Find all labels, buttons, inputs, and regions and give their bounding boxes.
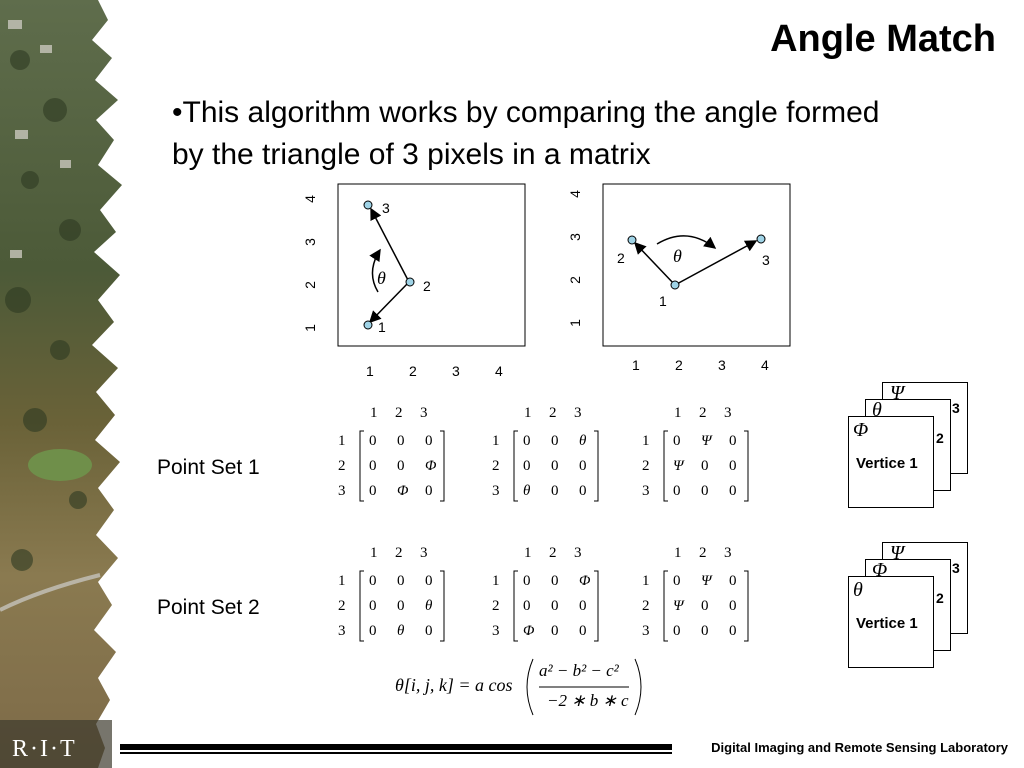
matrix-cell: 0 bbox=[523, 433, 531, 449]
point-3 bbox=[757, 235, 765, 243]
plot-right-canvas bbox=[565, 180, 795, 385]
page-symbol-front: θ bbox=[853, 579, 863, 601]
adjacency-matrix bbox=[490, 405, 610, 535]
x-tick: 2 bbox=[409, 363, 417, 379]
y-tick: 4 bbox=[566, 190, 583, 198]
matrix-row-header: 3 bbox=[642, 623, 650, 639]
x-tick: 3 bbox=[452, 363, 460, 379]
matrix-cell: 0 bbox=[397, 598, 405, 614]
footer-lab-name: Digital Imaging and Remote Sensing Laboratory bbox=[711, 740, 1008, 755]
angle-label: θ bbox=[377, 268, 386, 288]
matrix-row-header: 3 bbox=[642, 483, 650, 499]
slide-title: Angle Match bbox=[770, 18, 996, 60]
matrix-cell: 0 bbox=[397, 458, 405, 474]
matrix-cell: Φ bbox=[397, 483, 409, 499]
x-tick: 4 bbox=[761, 357, 769, 373]
page-symbol-front: Φ bbox=[853, 419, 869, 441]
matrix-row-header: 3 bbox=[338, 623, 346, 639]
matrix-cell: 0 bbox=[701, 458, 709, 474]
page-number-2: 2 bbox=[936, 590, 944, 606]
plot-left-canvas bbox=[300, 180, 530, 385]
matrix-col-header: 1 bbox=[524, 405, 532, 421]
bullet-line-1: •This algorithm works by comparing the angle formed bbox=[172, 96, 880, 129]
matrix-cell: 0 bbox=[673, 433, 681, 449]
vertice-label: Vertice 1 bbox=[856, 455, 918, 472]
page-symbol-back: Ψ bbox=[890, 382, 905, 404]
matrix-cell: 0 bbox=[729, 598, 737, 614]
page-symbol-mid: Φ bbox=[872, 559, 888, 581]
matrix-row-header: 2 bbox=[492, 458, 500, 474]
matrix-cell: 0 bbox=[523, 458, 531, 474]
matrix-cell: 0 bbox=[701, 623, 709, 639]
matrix-cell: θ bbox=[397, 623, 405, 639]
matrix-col-header: 1 bbox=[674, 405, 682, 421]
matrix-cell: 0 bbox=[701, 483, 709, 499]
matrix-brackets bbox=[490, 569, 610, 669]
matrix-brackets bbox=[336, 429, 456, 529]
matrix-col-header: 2 bbox=[699, 405, 707, 421]
matrix-cell: Φ bbox=[579, 573, 591, 589]
y-tick: 2 bbox=[566, 276, 583, 284]
matrix-cell: 0 bbox=[551, 433, 559, 449]
adjacency-matrix bbox=[640, 545, 760, 675]
point-label-1: 1 bbox=[378, 319, 386, 335]
x-tick: 4 bbox=[495, 363, 503, 379]
matrix-cell: 0 bbox=[397, 433, 405, 449]
point-3 bbox=[364, 201, 372, 209]
point-set-2-label: Point Set 2 bbox=[157, 596, 260, 619]
x-tick: 2 bbox=[675, 357, 683, 373]
adjacency-matrix bbox=[336, 545, 456, 675]
formula-numerator: a² − b² − c² bbox=[539, 661, 619, 680]
matrix-cell: 0 bbox=[579, 598, 587, 614]
page-symbol-back: Ψ bbox=[890, 542, 905, 564]
point-plot-left bbox=[300, 180, 530, 385]
matrix-col-header: 2 bbox=[699, 545, 707, 561]
point-label-1: 1 bbox=[659, 293, 667, 309]
matrix-cell: 0 bbox=[551, 623, 559, 639]
matrix-cell: 0 bbox=[673, 573, 681, 589]
matrix-cell: 0 bbox=[673, 483, 681, 499]
matrix-cell: 0 bbox=[701, 598, 709, 614]
matrix-cell: 0 bbox=[551, 458, 559, 474]
point-label-2: 2 bbox=[423, 278, 431, 294]
adjacency-matrix bbox=[490, 545, 610, 675]
matrix-cell: 0 bbox=[579, 483, 587, 499]
matrix-col-header: 3 bbox=[574, 405, 582, 421]
page-number-3: 3 bbox=[952, 560, 960, 576]
formula-lhs: θ[i, j, k] = a cos bbox=[395, 675, 513, 695]
matrix-cell: 0 bbox=[523, 598, 531, 614]
page-symbol-mid: θ bbox=[872, 399, 882, 421]
matrix-row-header: 2 bbox=[338, 458, 346, 474]
point-set-1-label: Point Set 1 bbox=[157, 456, 260, 479]
y-tick: 1 bbox=[566, 319, 583, 327]
matrix-cell: 0 bbox=[523, 573, 531, 589]
matrix-col-header: 3 bbox=[724, 405, 732, 421]
matrix-cell: 0 bbox=[729, 483, 737, 499]
point-2 bbox=[406, 278, 414, 286]
matrix-cell: 0 bbox=[425, 573, 433, 589]
matrix-cell: 0 bbox=[729, 458, 737, 474]
matrix-row-header: 1 bbox=[338, 433, 346, 449]
matrix-col-header: 1 bbox=[370, 545, 378, 561]
matrix-row-header: 1 bbox=[642, 573, 650, 589]
angle-formula bbox=[395, 657, 655, 717]
matrix-row-header: 3 bbox=[492, 483, 500, 499]
x-tick: 1 bbox=[632, 357, 640, 373]
matrix-row-header: 3 bbox=[338, 483, 346, 499]
point-label-3: 3 bbox=[382, 200, 390, 216]
point-1 bbox=[671, 281, 679, 289]
matrix-col-header: 3 bbox=[574, 545, 582, 561]
x-tick: 1 bbox=[366, 363, 374, 379]
rit-logo: R·I·T bbox=[12, 736, 77, 762]
matrix-row-header: 1 bbox=[338, 573, 346, 589]
matrix-row-header: 1 bbox=[642, 433, 650, 449]
matrix-cell: 0 bbox=[369, 433, 377, 449]
angle-label: θ bbox=[673, 246, 682, 266]
matrix-cell: 0 bbox=[551, 483, 559, 499]
adjacency-matrix bbox=[640, 405, 760, 535]
matrix-col-header: 2 bbox=[395, 545, 403, 561]
matrix-row-header: 1 bbox=[492, 433, 500, 449]
matrix-col-header: 3 bbox=[420, 405, 428, 421]
point-2 bbox=[628, 236, 636, 244]
matrix-cell: 0 bbox=[369, 573, 377, 589]
matrix-cell: θ bbox=[425, 598, 433, 614]
matrix-cell: 0 bbox=[425, 433, 433, 449]
matrix-cell: Ψ bbox=[701, 573, 712, 589]
matrix-row-header: 3 bbox=[492, 623, 500, 639]
matrix-cell: 0 bbox=[579, 458, 587, 474]
matrix-cell: 0 bbox=[729, 433, 737, 449]
matrix-cell: 0 bbox=[673, 623, 681, 639]
aerial-photo-strip bbox=[0, 0, 125, 768]
matrix-cell: 0 bbox=[551, 598, 559, 614]
matrix-cell: Ψ bbox=[673, 598, 684, 614]
matrix-col-header: 3 bbox=[420, 545, 428, 561]
vertice-label: Vertice 1 bbox=[856, 615, 918, 632]
matrix-cell: θ bbox=[523, 483, 531, 499]
adjacency-matrix bbox=[336, 405, 456, 535]
matrix-cell: 0 bbox=[369, 623, 377, 639]
matrix-cell: 0 bbox=[729, 573, 737, 589]
matrix-row-header: 2 bbox=[338, 598, 346, 614]
matrix-row-header: 2 bbox=[642, 598, 650, 614]
matrix-col-header: 2 bbox=[395, 405, 403, 421]
matrix-cell: 0 bbox=[369, 598, 377, 614]
point-plot-right bbox=[565, 180, 795, 385]
y-tick: 3 bbox=[301, 238, 318, 246]
footer-rule bbox=[120, 744, 672, 750]
vertex-stack-1 bbox=[848, 382, 978, 512]
point-1 bbox=[364, 321, 372, 329]
matrix-col-header: 2 bbox=[549, 545, 557, 561]
y-tick: 4 bbox=[301, 195, 318, 203]
matrix-cell: Ψ bbox=[673, 458, 684, 474]
matrix-cell: θ bbox=[579, 433, 587, 449]
page-number-2: 2 bbox=[936, 430, 944, 446]
matrix-cell: 0 bbox=[551, 573, 559, 589]
matrix-cell: 0 bbox=[397, 573, 405, 589]
matrix-cell: 0 bbox=[369, 483, 377, 499]
footer-rule-thin bbox=[120, 752, 672, 754]
point-label-3: 3 bbox=[762, 252, 770, 268]
matrix-brackets bbox=[640, 429, 760, 529]
matrix-row-header: 2 bbox=[642, 458, 650, 474]
bullet-line-2: by the triangle of 3 pixels in a matrix bbox=[172, 138, 651, 171]
matrix-brackets bbox=[490, 429, 610, 529]
matrix-col-header: 2 bbox=[549, 405, 557, 421]
matrix-col-header: 3 bbox=[724, 545, 732, 561]
matrix-brackets bbox=[640, 569, 760, 669]
y-tick: 3 bbox=[566, 233, 583, 241]
matrix-cell: 0 bbox=[579, 623, 587, 639]
matrix-col-header: 1 bbox=[674, 545, 682, 561]
y-tick: 2 bbox=[301, 281, 318, 289]
page-number-3: 3 bbox=[952, 400, 960, 416]
matrix-row-header: 1 bbox=[492, 573, 500, 589]
matrix-cell: Φ bbox=[523, 623, 535, 639]
matrix-cell: Ψ bbox=[701, 433, 712, 449]
matrix-cell: 0 bbox=[425, 483, 433, 499]
matrix-cell: 0 bbox=[729, 623, 737, 639]
vertex-stack-2 bbox=[848, 542, 978, 672]
matrix-cell: 0 bbox=[369, 458, 377, 474]
matrix-row-header: 2 bbox=[492, 598, 500, 614]
matrix-cell: Φ bbox=[425, 458, 437, 474]
y-tick: 1 bbox=[301, 324, 318, 332]
formula-denominator: −2 ∗ b ∗ c bbox=[547, 691, 629, 710]
x-tick: 3 bbox=[718, 357, 726, 373]
matrix-cell: 0 bbox=[425, 623, 433, 639]
matrix-col-header: 1 bbox=[524, 545, 532, 561]
bullet-text bbox=[172, 92, 1002, 176]
point-label-2: 2 bbox=[617, 250, 625, 266]
matrix-col-header: 1 bbox=[370, 405, 378, 421]
matrix-brackets bbox=[336, 569, 456, 669]
